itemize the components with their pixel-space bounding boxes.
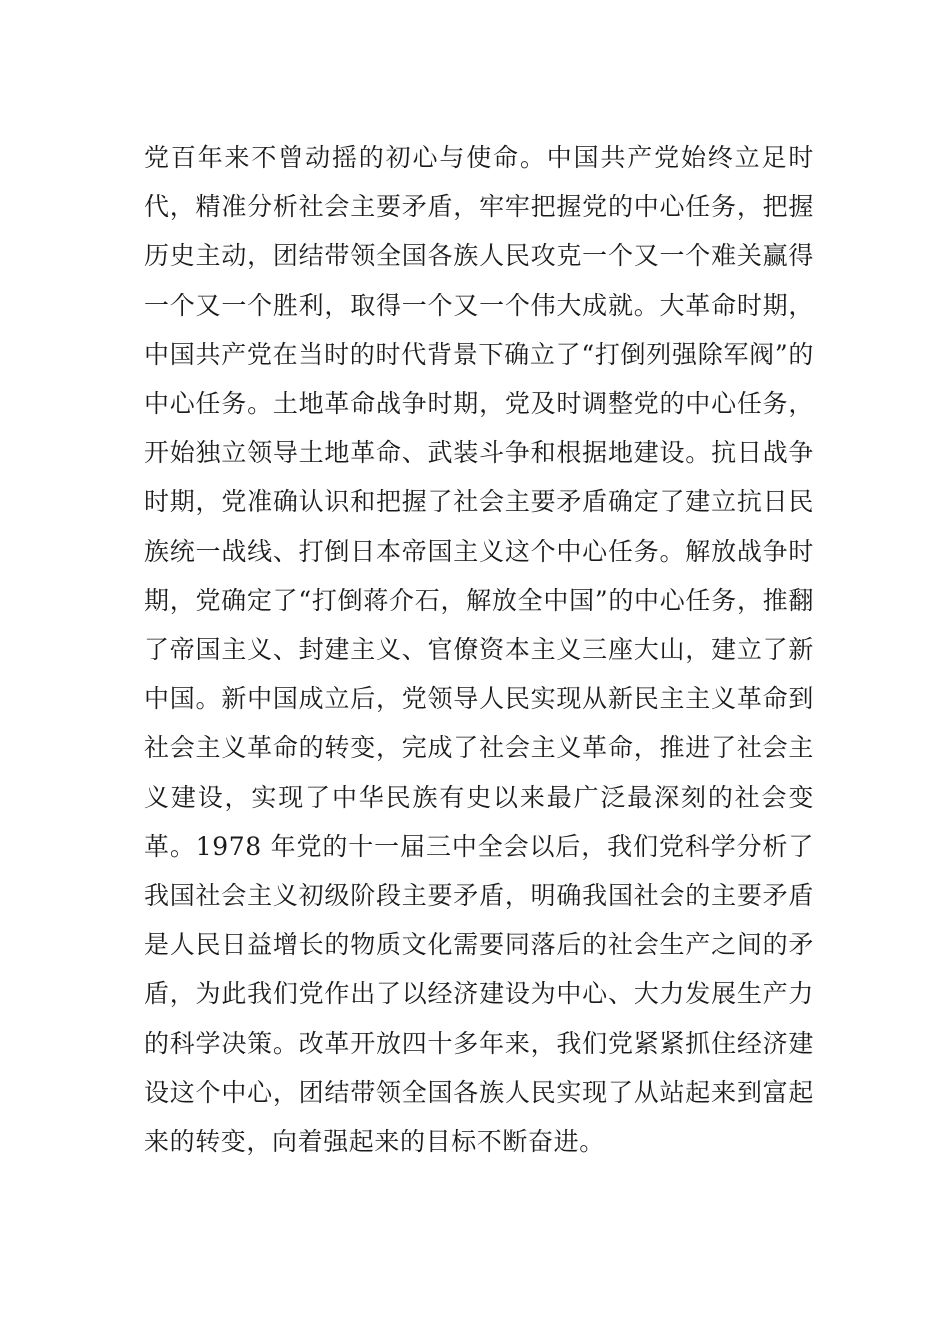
body-paragraph: 党百年来不曾动摇的初心与使命。中国共产党始终立足时代，精准分析社会主要矛盾，牢牢把握党的中心任务，把握历史主动，团结带领全国各族人民攻克一个又一个难关赢得一个又一个胜利，取得一个又一个伟大成就。大革命时期，中国共产党在当时的时代背景下确立了“打倒列强除军阀”的中心任务。土地革命战争时期，党及时调整党的中心任务，开始独立领导土地革命、武装斗争和根据地建设。抗日战争时期，党准确认识和把握了社会主要矛盾确定了建立抗日民族统一战线、打倒日本帝国主义这个中心任务。解放战争时期，党确定了“打倒蒋介石，解放全中国”的中心任务，推翻了帝国主义、封建主义、官僚资本主义三座大山，建立了新中国。新中国成立后，党领导人民实现从新民主主义革命到社会主义革命的转变，完成了社会主义革命，推进了社会主义建设，实现了中华民族有史以来最广泛最深刻的社会变革。1978 年党的十一届三中全会以后，我们党科学分析了我国社会主义初级阶段主要矛盾，明确我国社会的主要矛盾是人民日益增长的物质文化需要同落后的社会生产之间的矛盾，为此我们党作出了以经济建设为中心、大力发展生产力的科学决策。改革开放四十多年来，我们党紧紧抓住经济建设这个中心，团结带领全国各族人民实现了从站起来到富起来的转变，向着强起来的目标不断奋进。 [144,143,814,1157]
